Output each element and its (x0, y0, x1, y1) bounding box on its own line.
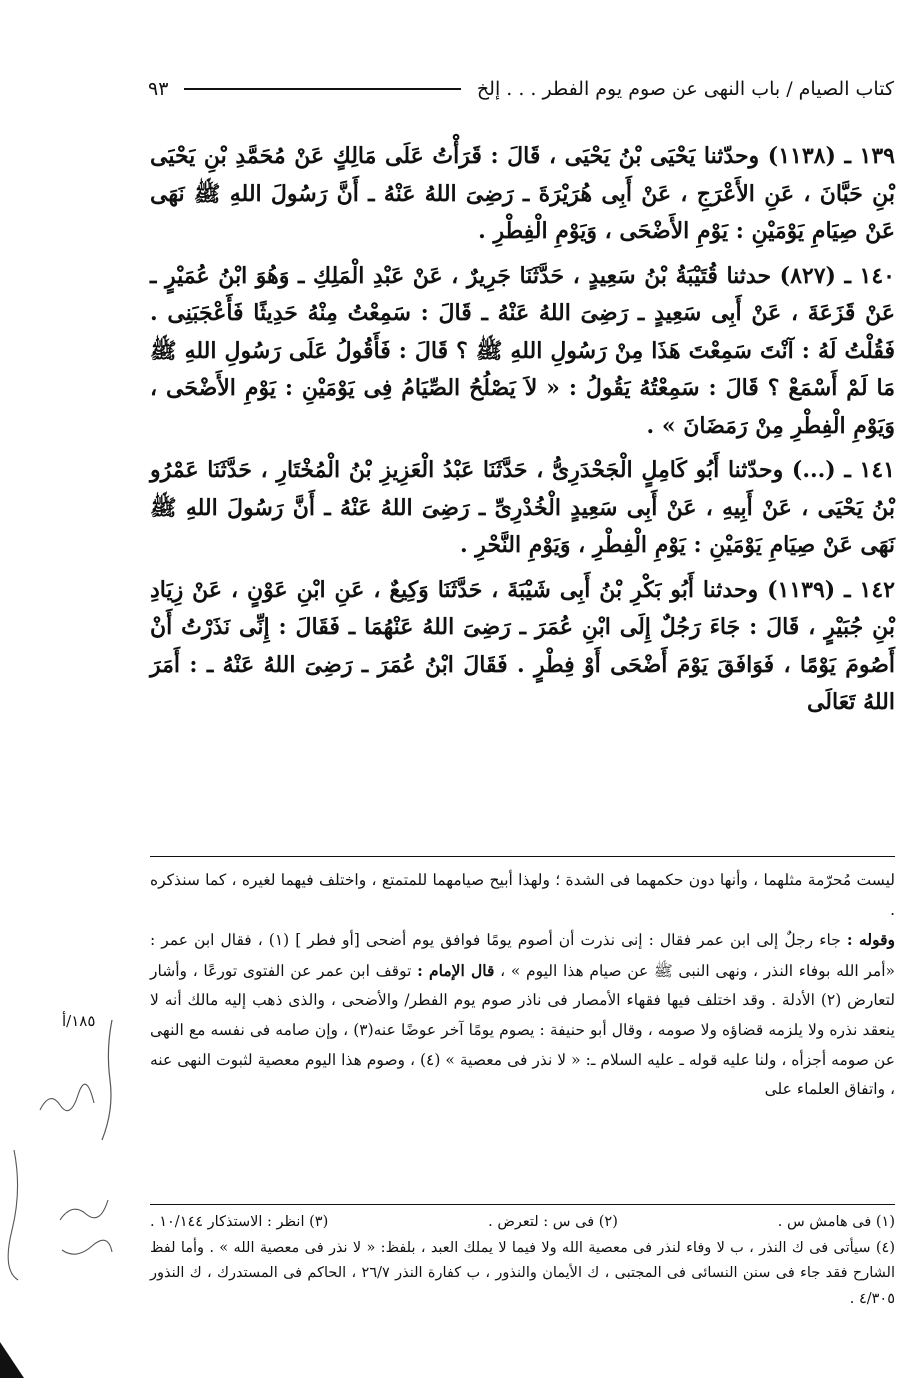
footnote: (٢) فى س : لتعرض . (488, 1214, 618, 1230)
commentary-paragraph (150, 925, 895, 1105)
commentary-lead: قال الإمام : (417, 960, 495, 980)
footnote: (١) فى هامش س . (777, 1214, 895, 1230)
footnote: (٤) سيأتى فى ك النذر ، ب لا وفاء لنذر فى معصية الله ولا فيما لا يملك العبد ، بلفظ: « لا نذر فى معصية الله » . وأما لفظ الشارح فقد جاء فى سنن النسائى فى المجتبى ، ك الأيمان والنذور ، ب كفارة النذر ٢٦/٧ ، الحاكم فى المستدرك ، ك النذور ٤/٣٠٥ . (150, 1239, 896, 1307)
page-number: ٩٣ (148, 78, 169, 100)
commentary-paragraph: ليست مُحرّمة مثلهما ، وأنها دون حكمهما فى الشدة ؛ ولهذا أبيح صيامهما للمتمتع ، واختلف فيهما لغيره ، كما سنذكره . (150, 871, 895, 919)
hadith-140 (150, 258, 895, 446)
handwritten-margin-note (0, 1000, 140, 1300)
running-header (148, 72, 894, 106)
hadith-142 (150, 572, 895, 722)
hadith-body: وحدثنا أَبُو بَكْرِ بْنُ أَبِى شَيْبَةَ ، حَدَّثَنَا وَكِيعٌ ، عَنِ ابْنِ عَوْنٍ ، عَنْ زِيَادِ بْنِ جُبَيْرٍ ، قَالَ : جَاءَ رَجُلٌ إِلَى ابْنِ عُمَرَ ـ رَضِىَ اللهُ عَنْهُمَا ـ فَقَالَ : إِنِّى نَذَرْتُ أَنْ أَصُومَ يَوْمًا ، فَوَافَقَ يَوْمَ أَضْحَى أَوْ فِطْرٍ . فَقَالَ ابْنُ عُمَرَ ـ رَضِىَ اللهُ عَنْهُ ـ : أَمَرَ اللهُ تَعَالَى (150, 576, 895, 715)
hadith-text (150, 138, 895, 729)
hadith-number: ١٤٠ ـ (٨٢٧) (779, 262, 895, 289)
chapter-title: كتاب الصيام / باب النهى عن صوم يوم الفطر . . . إلخ (476, 78, 894, 100)
manuscript-folio-ref: ١٨٥/أ (62, 1012, 96, 1030)
hadith-141 (150, 452, 895, 565)
hadith-body: حدثنا قُتَيْبَةُ بْنُ سَعِيدٍ ، حَدَّثَنَا جَرِيرٌ ، عَنْ عَبْدِ الْمَلِكِ ـ وَهُوَ ابْنُ عُمَيْرٍ ـ عَنْ قَزَعَةَ ، عَنْ أَبِى سَعِيدٍ ـ رَضِىَ اللهُ عَنْهُ ـ قَالَ : سَمِعْتُ مِنْهُ حَدِيثًا فَأَعْجَبَنِى . فَقُلْتُ لَهُ : آنْتَ سَمِعْتَ هَذَا مِنْ رَسُولِ اللهِ ﷺ ؟ قَالَ : فَأَقُولُ عَلَى رَسُولِ اللهِ ﷺ مَا لَمْ أَسْمَعْ ؟ قَالَ : سَمِعْتُهُ يَقُولُ : « لاَ يَصْلُحُ الصِّيَامُ فِى يَوْمَيْنِ : يَوْمِ الأَضْحَى ، وَيَوْمِ الْفِطْرِ مِنْ رَمَضَانَ » . (150, 262, 895, 439)
section-divider (150, 856, 895, 857)
footnote: (٣) انظر : الاستذكار ١٠/١٤٤ . (150, 1214, 329, 1230)
commentary-text: توقف ابن عمر عن الفتوى تورعًا ، وأشار لتعارض (٢) الأدلة . وقد اختلف فيها فقهاء الأمصار فى ناذر صوم يوم الفطر/ والأضحى ، والذى ذهب إليه مالك أنه لا ينعقد نذره ولا يلزمه قضاؤه ولا صومه ، وقال أبو حنيفة : يصوم يومًا آخر عوضًا عنه(٣) ، وإن صامه فى نفسه مع النهى عن صومه أجزأه ، ولنا عليه قوله ـ عليه السلام ـ: « لا نذر فى معصية » (٤) ، وصوم هذا اليوم معصية لثبوت النهى عنه ، واتفاق العلماء على (150, 961, 895, 1099)
hadith-number: ١٤١ ـ (...) (791, 457, 895, 483)
page-corner-mark (0, 1330, 24, 1378)
commentary-text: جاء رجلٌ إلى ابن عمر فقال : إنى نذرت أن أصوم يومًا فوافق يوم أضحى [أو فطر ] (١) ، فقال ابن عمر : «أمر الله بوفاء النذر ، ونهى النبى ﷺ عن صيام هذا اليوم » ، (150, 931, 896, 980)
hadith-number: ١٣٩ ـ (١١٣٨) (767, 143, 895, 169)
footnote-divider (150, 1204, 895, 1205)
hadith-body: وحدّثنا يَحْيَى بْنُ يَحْيَى ، قَالَ : قَرَأْتُ عَلَى مَالِكٍ عَنْ مُحَمَّدِ بْنِ يَحْيَى بْنِ حَبَّانَ ، عَنِ الأَعْرَجِ ، عَنْ أَبِى هُرَيْرَةَ ـ رَضِىَ اللهُ عَنْهُ ـ أَنَّ رَسُولَ اللهِ ﷺ نَهَى عَنْ صِيَامِ يَوْمَيْنِ : يَوْمِ الأَضْحَى ، وَيَوْمِ الْفِطْرِ . (150, 143, 895, 244)
commentary (150, 866, 895, 1105)
header-rule (184, 88, 460, 90)
hadith-139 (150, 138, 895, 251)
hadith-body: وحدّثنا أَبُو كَامِلٍ الْجَحْدَرِىُّ ، حَدَّثَنَا عَبْدُ الْعَزِيزِ بْنُ الْمُخْتَارِ ، حَدَّثَنَا عَمْرُو بْنُ يَحْيَى ، عَنْ أَبِيهِ ، عَنْ أَبِى سَعِيدٍ الْخُدْرِىِّ ـ رَضِىَ اللهُ عَنْهُ ـ أَنَّ رَسُولَ اللهِ ﷺ نَهَى عَنْ صِيَامِ يَوْمَيْنِ : يَوْمِ الْفِطْرِ ، وَيَوْمِ النَّحْرِ . (150, 457, 895, 558)
commentary-lead: وقوله : (846, 930, 895, 950)
footnotes (150, 1210, 895, 1312)
footnote-row (150, 1210, 895, 1236)
hadith-number: ١٤٢ ـ (١١٣٩) (767, 576, 895, 603)
